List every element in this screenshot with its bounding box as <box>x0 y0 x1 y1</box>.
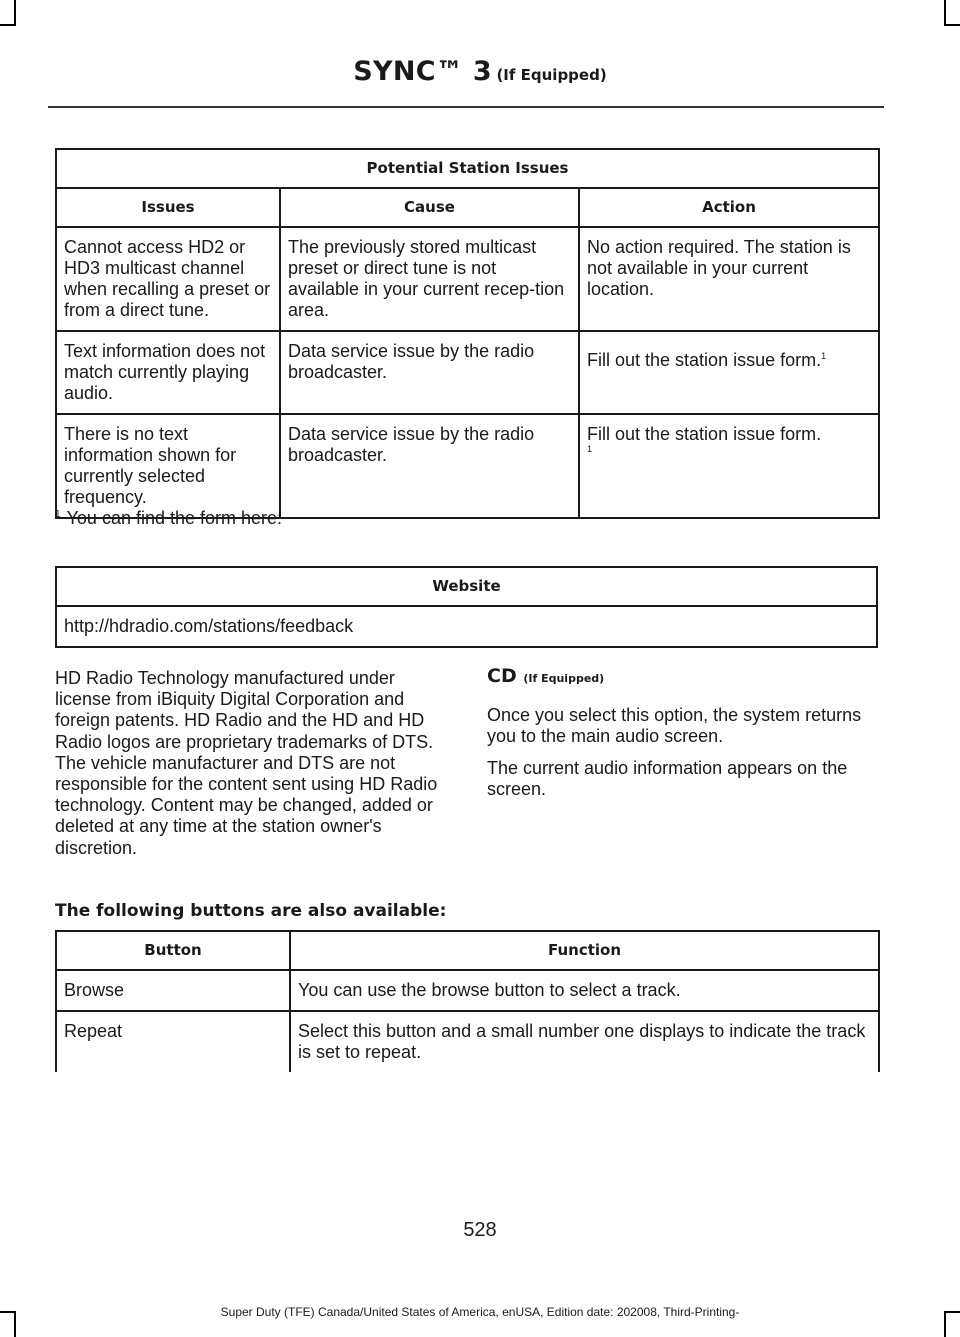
page-title: SYNC™ 3 <box>353 56 492 87</box>
potential-station-issues-table <box>55 148 880 519</box>
action-cell <box>579 227 879 331</box>
footnote-marker: 1 <box>55 509 61 520</box>
issue-cell: Cannot access HD2 or HD3 multicast channel when recalling a preset or from a direct tune. <box>56 227 280 331</box>
website-table <box>55 566 878 648</box>
hd-radio-notice: HD Radio Technology manufactured under license from iBiquity Digital Corporation and foreign patents. HD Radio and the HD and HD Radio logos are proprietary trademarks of DTS. The vehicle manufacturer and DTS are not responsible for the content sent using HD Radio technology. Content may be changed, added or deleted at any time at the station owner's discretion. <box>55 668 438 858</box>
column-header-action: Action <box>579 188 879 227</box>
column-header-function: Function <box>290 931 879 970</box>
buttons-table <box>55 930 880 1072</box>
page-header <box>0 56 960 87</box>
action-text: No action required. The station is not available in your current location. <box>587 237 851 299</box>
table-row <box>56 414 879 518</box>
action-cell: Fill out the station issue form. 1 <box>579 414 879 518</box>
header-divider <box>48 106 884 108</box>
cd-heading-note: (If Equipped) <box>523 672 605 685</box>
cd-heading-text: CD <box>487 665 517 687</box>
crop-mark <box>14 0 16 24</box>
cd-section <box>487 666 882 810</box>
table-row <box>56 227 879 331</box>
action-text: Fill out the station issue form. <box>587 350 822 370</box>
footnote-reference: 1 <box>821 351 827 361</box>
cd-heading <box>487 666 882 689</box>
function-cell: You can use the browse button to select a track. <box>290 970 879 1011</box>
function-cell: Select this button and a small number one displays to indicate the track is set to repeat. <box>290 1011 879 1072</box>
website-url[interactable]: http://hdradio.com/stations/feedback <box>56 606 877 647</box>
cd-paragraph: The current audio information appears on the screen. <box>487 757 848 799</box>
table-header-row <box>56 931 879 970</box>
table-title: Potential Station Issues <box>56 149 879 188</box>
page-footer: Super Duty (TFE) Canada/United States of America, enUSA, Edition date: 202008, Third-Printing- <box>220 1305 740 1319</box>
table-row <box>56 970 879 1011</box>
footnote-text: You can find the form here: <box>66 508 283 528</box>
action-text: Fill out the station issue form. <box>587 424 822 444</box>
cause-cell: Data service issue by the radio broadcaster. <box>280 331 579 414</box>
footnote <box>55 508 282 529</box>
crop-mark <box>944 24 960 26</box>
table-header-row <box>56 188 879 227</box>
action-cell <box>579 331 879 414</box>
issue-cell: There is no text information shown for currently selected frequency. <box>56 414 280 518</box>
column-header-button: Button <box>56 931 290 970</box>
column-header-cause: Cause <box>280 188 579 227</box>
table-row <box>56 1011 879 1072</box>
buttons-heading: The following buttons are also available: <box>55 901 447 921</box>
crop-mark <box>0 24 16 26</box>
issue-cell: Text information does not match currently playing audio. <box>56 331 280 414</box>
crop-mark <box>944 0 946 24</box>
page-number: 528 <box>463 1219 497 1241</box>
cause-cell: The previously stored multicast preset or direct tune is not available in your current recep-tion area. <box>280 227 579 331</box>
website-header: Website <box>56 567 877 606</box>
table-row <box>56 331 879 414</box>
page-subtitle: (If Equipped) <box>496 66 607 84</box>
column-header-issues: Issues <box>56 188 280 227</box>
button-cell: Repeat <box>56 1011 290 1072</box>
cd-paragraph: Once you select this option, the system returns you to the main audio screen. <box>487 705 862 747</box>
button-cell: Browse <box>56 970 290 1011</box>
cause-cell: Data service issue by the radio broadcaster. <box>280 414 579 518</box>
